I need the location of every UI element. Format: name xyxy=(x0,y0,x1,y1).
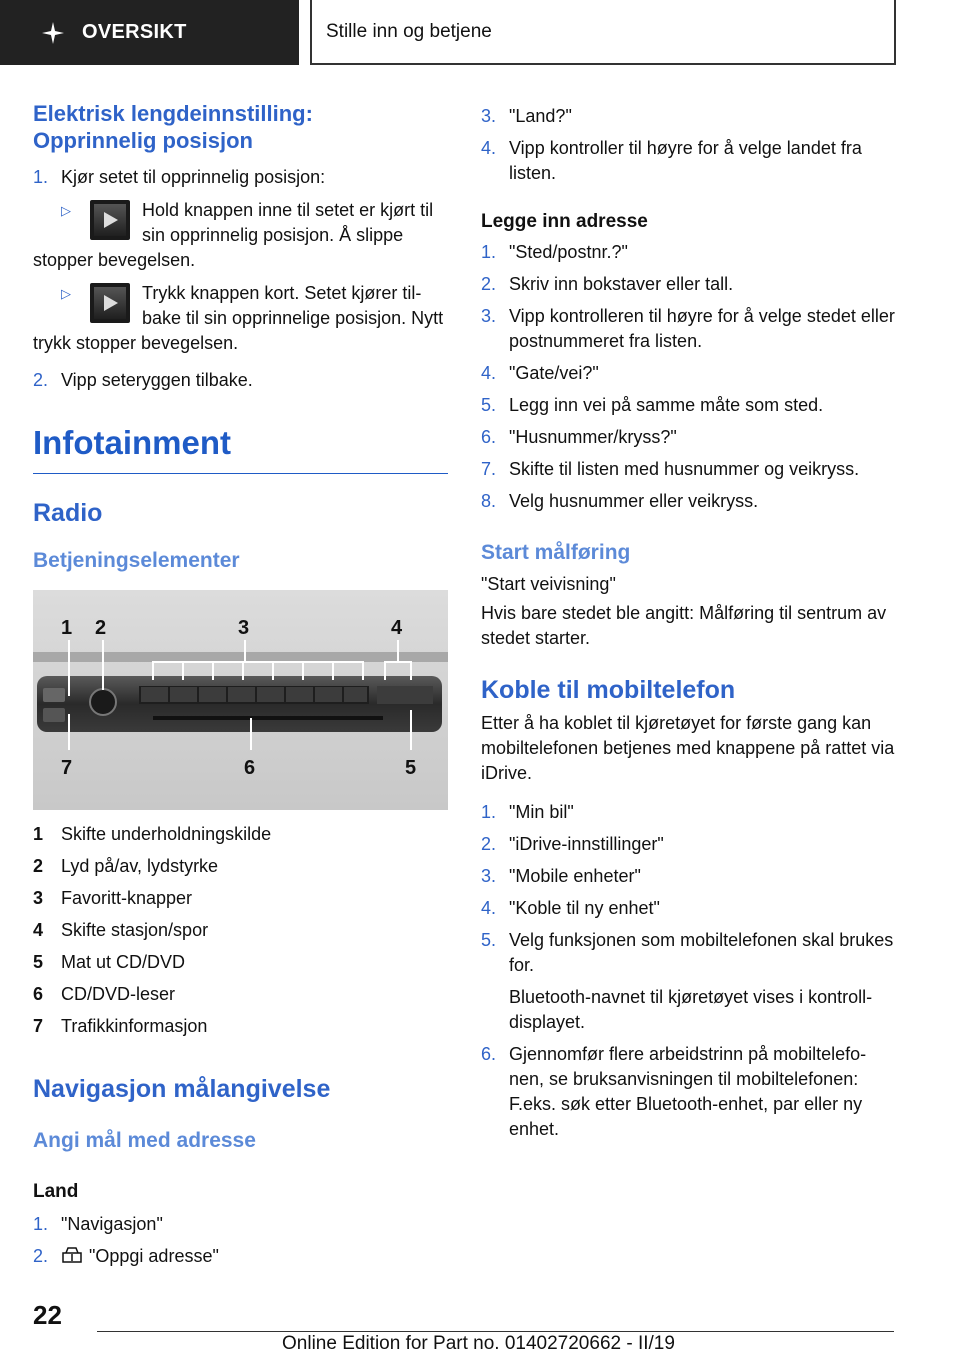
step-text: "Gate/vei?" xyxy=(509,363,599,383)
list-item xyxy=(33,368,448,393)
step-text: Skifte til listen med husnummer og veikryss. xyxy=(509,459,860,479)
legend-number: 1 xyxy=(33,824,44,844)
legend-number: 7 xyxy=(33,1016,44,1036)
step-number: 4. xyxy=(481,363,497,383)
footer-rule xyxy=(97,1331,894,1332)
callout-3: 3 xyxy=(238,617,250,639)
address-steps xyxy=(481,240,901,514)
address-title: Angi mål med adresse xyxy=(33,1129,256,1152)
step-number: 2. xyxy=(481,834,497,854)
land-title: Land xyxy=(33,1181,79,1202)
step-number: 3. xyxy=(481,866,497,886)
enter-address-title: Legge inn adresse xyxy=(481,211,648,232)
triangle-bullet-icon: ▷ xyxy=(61,286,71,301)
list-item xyxy=(481,393,901,418)
list-item xyxy=(33,1244,448,1269)
step-text: "Mobile enheter" xyxy=(509,866,641,886)
triangle-bullet-icon: ▷ xyxy=(61,203,71,218)
option-text: Hold knappen inne til setet er kjørt til sin opprinnelig posisjon. Å slippe stopper bevegelsen. xyxy=(33,200,434,270)
callout-6: 6 xyxy=(244,757,256,779)
step-text: "Koble til ny enhet" xyxy=(509,898,660,918)
step-number: 4. xyxy=(481,138,497,158)
legend-number: 2 xyxy=(33,856,44,876)
edition-text: Online Edition for Part no. 01402720662 - II/19 xyxy=(282,1333,675,1354)
step-text: Vipp kontrolleren til høyre for å velge stedet eller postnummeret fra listen. xyxy=(509,306,895,351)
legend-text: Favoritt-knapper xyxy=(61,888,193,908)
controls-title: Betjeningselementer xyxy=(33,549,240,572)
step-number: 2. xyxy=(481,274,497,294)
step-number: 1. xyxy=(481,242,497,262)
legend-number: 6 xyxy=(33,984,44,1004)
radio-title: Radio xyxy=(33,499,103,527)
legend-text: Lyd på/av, lydstyrke xyxy=(61,856,219,876)
start-guidance-title: Start målføring xyxy=(481,541,631,564)
list-item xyxy=(481,136,901,186)
list-item xyxy=(481,928,901,978)
callout-2: 2 xyxy=(95,617,107,639)
callout-7: 7 xyxy=(61,757,73,779)
right-column xyxy=(481,104,901,1142)
list-item xyxy=(481,457,901,482)
step-text: Velg husnummer eller veikryss. xyxy=(509,491,759,511)
legend-number: 3 xyxy=(33,888,44,908)
legend-number: 5 xyxy=(33,952,44,972)
seat-memory-button-icon xyxy=(90,200,130,240)
callout-4: 4 xyxy=(391,617,403,639)
list-item xyxy=(481,240,901,265)
step-text-label: "Oppgi adresse" xyxy=(89,1246,219,1266)
legend-text: Mat ut CD/DVD xyxy=(61,952,186,972)
step-number: 1. xyxy=(481,802,497,822)
seat-title-line2: Opprinnelig posisjon xyxy=(33,128,253,153)
left-column xyxy=(33,100,448,1269)
legend-item xyxy=(33,882,448,914)
header-chapter-tab[interactable] xyxy=(310,0,896,65)
step-text: "Min bil" xyxy=(509,802,574,822)
step-text: Velg funksjonen som mobiltelefonen skal brukes for. xyxy=(509,930,894,975)
legend-text: CD/DVD-leser xyxy=(61,984,176,1004)
legend-item xyxy=(33,914,448,946)
title-rule xyxy=(33,473,448,474)
list-item xyxy=(33,165,448,190)
start-guidance-note: Hvis bare stedet ble angitt: Målføring til sentrum av stedet starter. xyxy=(481,603,887,648)
step-number: 3. xyxy=(481,106,497,126)
step-number: 8. xyxy=(481,491,497,511)
step-text: Gjennomfør flere arbeidstrinn på mobiltelefo-nen, se bruksanvisningen til mobiltelefonen: F.eks. søk etter Bluetooth-enhet, par eller ny enhet. xyxy=(509,1044,867,1139)
list-item xyxy=(481,1042,901,1142)
callout-5: 5 xyxy=(405,757,417,779)
list-item xyxy=(481,272,901,297)
legend-list xyxy=(33,818,448,1042)
step-number: 7. xyxy=(481,459,497,479)
legend-item xyxy=(33,978,448,1010)
header-chapter-label: Stille inn og betjene xyxy=(326,20,492,42)
step-text: Vipp seteryggen tilbake. xyxy=(61,370,253,390)
step-text: "iDrive-innstillinger" xyxy=(509,834,664,854)
legend-item xyxy=(33,818,448,850)
step-text: "Sted/postnr.?" xyxy=(509,242,628,262)
list-item xyxy=(481,896,901,921)
step-number: 6. xyxy=(481,427,497,447)
seat-memory-button-icon xyxy=(90,283,130,323)
step-number: 5. xyxy=(481,395,497,415)
legend-item xyxy=(33,946,448,978)
list-item xyxy=(481,425,901,450)
callout-1: 1 xyxy=(61,617,73,639)
step-number: 6. xyxy=(481,1044,497,1064)
list-item xyxy=(481,304,901,354)
step-note: Bluetooth-navnet til kjøretøyet vises i kontroll-displayet. xyxy=(509,987,873,1032)
list-item xyxy=(481,361,901,386)
step-text: Legg inn vei på samme måte som sted. xyxy=(509,395,824,415)
step-text xyxy=(61,1244,448,1269)
page-number: 22 xyxy=(33,1300,62,1330)
navigation-title: Navigasjon målangivelse xyxy=(33,1075,331,1103)
step-text: Kjør setet til opprinnelig posisjon: xyxy=(61,167,326,187)
connect-phone-intro: Etter å ha koblet til kjøretøyet for første gang kan mobiltelefonen betjenes med knappene på rattet via iDrive. xyxy=(481,713,895,783)
list-item xyxy=(33,1212,448,1237)
step-number: 1. xyxy=(33,1214,49,1234)
option-text: Trykk knappen kort. Setet kjører til-bake til sin opprinnelige posisjon. Nytt trykk stopper bevegelsen. xyxy=(33,283,444,353)
step-number: 3. xyxy=(481,306,497,326)
connect-phone-title: Koble til mobiltelefon xyxy=(481,676,736,704)
seat-title-line1: Elektrisk lengdeinnstilling: xyxy=(33,101,313,126)
legend-number: 4 xyxy=(33,920,44,940)
seat-section-title xyxy=(33,100,448,155)
list-item xyxy=(481,832,901,857)
list-item-note xyxy=(481,985,901,1035)
header-overview-label: OVERSIKT xyxy=(82,21,187,43)
legend-text: Skifte stasjon/spor xyxy=(61,920,209,940)
step-text: "Husnummer/kryss?" xyxy=(509,427,677,447)
start-guidance-text: "Start veivisning" xyxy=(481,574,616,594)
step-number: 1. xyxy=(33,167,49,187)
header-overview-tab[interactable] xyxy=(0,0,299,65)
legend-item xyxy=(33,1010,448,1042)
step-text: Skriv inn bokstaver eller tall. xyxy=(509,274,734,294)
step-number: 2. xyxy=(33,1246,49,1266)
list-item xyxy=(481,104,901,129)
option-item xyxy=(33,198,448,273)
step-number: 4. xyxy=(481,898,497,918)
car-address-icon xyxy=(61,1245,83,1265)
list-item xyxy=(481,864,901,889)
radio-panel-photo xyxy=(33,590,448,810)
step-number: 2. xyxy=(33,370,49,390)
list-item xyxy=(481,489,901,514)
step-text: "Land?" xyxy=(509,106,572,126)
legend-text: Trafikkinformasjon xyxy=(61,1016,208,1036)
step-text: Vipp kontroller til høyre for å velge landet fra listen. xyxy=(509,138,862,183)
legend-item xyxy=(33,850,448,882)
list-item xyxy=(481,800,901,825)
option-item xyxy=(33,281,448,356)
phone-steps xyxy=(481,800,901,1142)
legend-text: Skifte underholdningskilde xyxy=(61,824,272,844)
step-text: "Navigasjon" xyxy=(61,1214,163,1234)
step-number: 5. xyxy=(481,930,497,950)
star-sparkle-icon xyxy=(40,20,66,46)
infotainment-title: Infotainment xyxy=(33,424,231,461)
